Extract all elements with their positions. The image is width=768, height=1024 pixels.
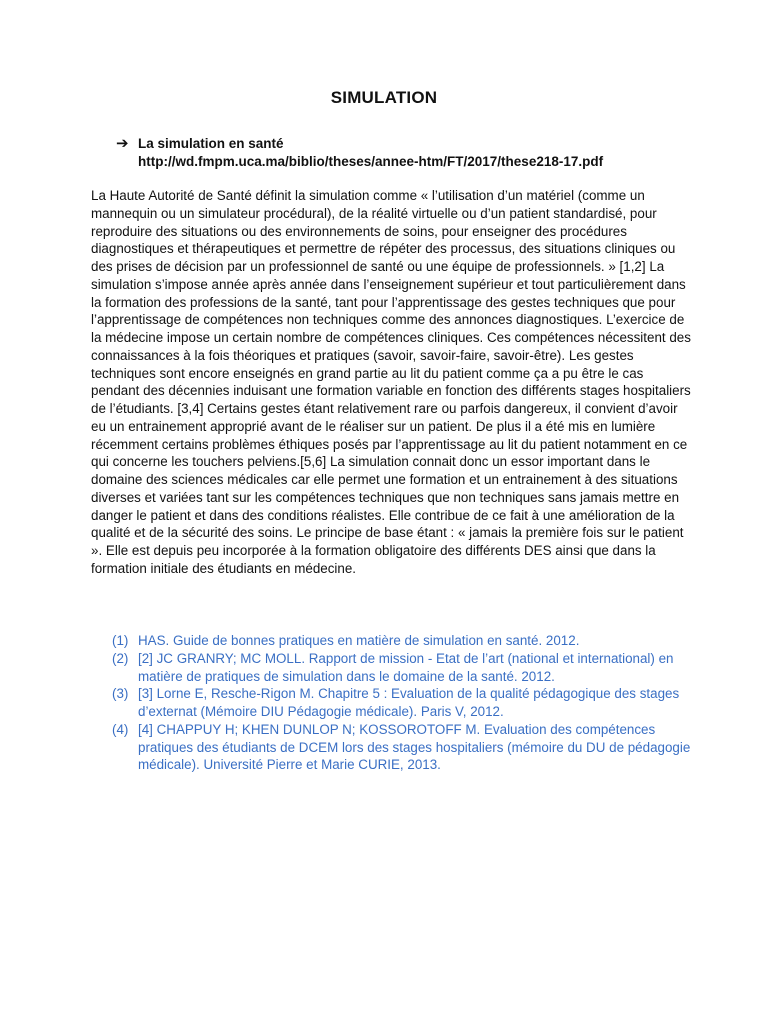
reference-item[interactable] [112,721,692,774]
source-url[interactable]: http://wd.fmpm.uca.ma/biblio/theses/annee-htm/FT/2017/these218-17.pdf [138,154,604,169]
reference-text: HAS. Guide de bonnes pratiques en matière de simulation en santé. 2012. [138,633,580,648]
reference-list [112,632,692,774]
document-title: SIMULATION [330,88,438,107]
source-bullet [116,135,603,171]
reference-item[interactable] [112,685,692,721]
reference-text: [2] JC GRANRY; MC MOLL. Rapport de mission - Etat de l’art (national et international) en matière de pratiques de simulation dans le domaine de la santé. 2012. [138,650,674,684]
reference-item[interactable] [112,650,692,686]
reference-text: [4] CHAPPUY H; KHEN DUNLOP N; KOSSOROTOFF M. Evaluation des compétences pratiques des étudiants de DCEM lors des stages hospitaliers (mémoire du DU de pédagogie médicale). Université Pierre et Marie CURIE, 2013. [138,721,691,773]
body-paragraph: La Haute Autorité de Santé définit la simulation comme « l’utilisation d’un matériel (comme un mannequin ou un simulateur procédural), de la réalité virtuelle ou d’un patient standardisé, pour reproduire des situations ou des environnements de soins, pour enseigner des procédures diagnostiques et thérapeutiques et permettre de répéter des processus, des situations cliniques ou des prises de décision par un professionnel de santé ou une équipe de professionnels. » [1,2] La simulation s’impose année après année dans l’enseignement supérieur et tout particulièrement dans la formation des professions de la santé, tant pour l’apprentissage des gestes techniques que pour l’apprentissage de compétences non techniques comme des annonces diagnostiques. L’exercice de la médecine impose un certain nombre de compétences cliniques. Ces compétences nécessitent des connaissances à la fois théoriques et pratiques (savoir, savoir-faire, savoir-être). Les gestes techniques sont encore enseignés en grand partie au lit du patient comme ça a pu être le cas pendant des décennies induisant une formation variable en fonction des différents stages hospitaliers de l’étudiants. [3,4] Certains gestes étant relativement rare ou parfois dangereux, il convient d’avoir eu un entrainement approprié avant de le réaliser sur un patient. De plus il a été mis en lumière récemment certains problèmes éthiques posés par l’apprentissage au lit du patient notamment en ce qui concerne les touchers pelviens.[5,6] La simulation connait donc un essor important dans le domaine des sciences médicales car elle permet une formation et un entrainement à des situations diverses et variées tant sur les compétences techniques que non techniques sans jamais mettre en danger le patient et dans des conditions réalistes. Elle contribue de ce fait à une amélioration de la qualité et de la sécurité des soins. Le principe de base étant : « jamais la première fois sur le patient ». Elle est depuis peu incorporée à la formation obligatoire des différents DES ainsi que dans la formation initiale des étudiants en médecine. [91,188,691,576]
reference-number: (4) [112,721,129,737]
reference-number: (3) [112,686,129,702]
reference-item[interactable] [112,632,692,650]
reference-number: (2) [112,650,129,666]
reference-text: [3] Lorne E, Resche-Rigon M. Chapitre 5 : Evaluation de la qualité pédagogique des stages d’externat (Mémoire DIU Pédagogie médicale). Paris V, 2012. [138,686,680,719]
reference-number: (1) [112,633,129,648]
arrow-right-icon: ➔ [116,135,129,152]
source-heading: La simulation en santé [138,136,284,151]
